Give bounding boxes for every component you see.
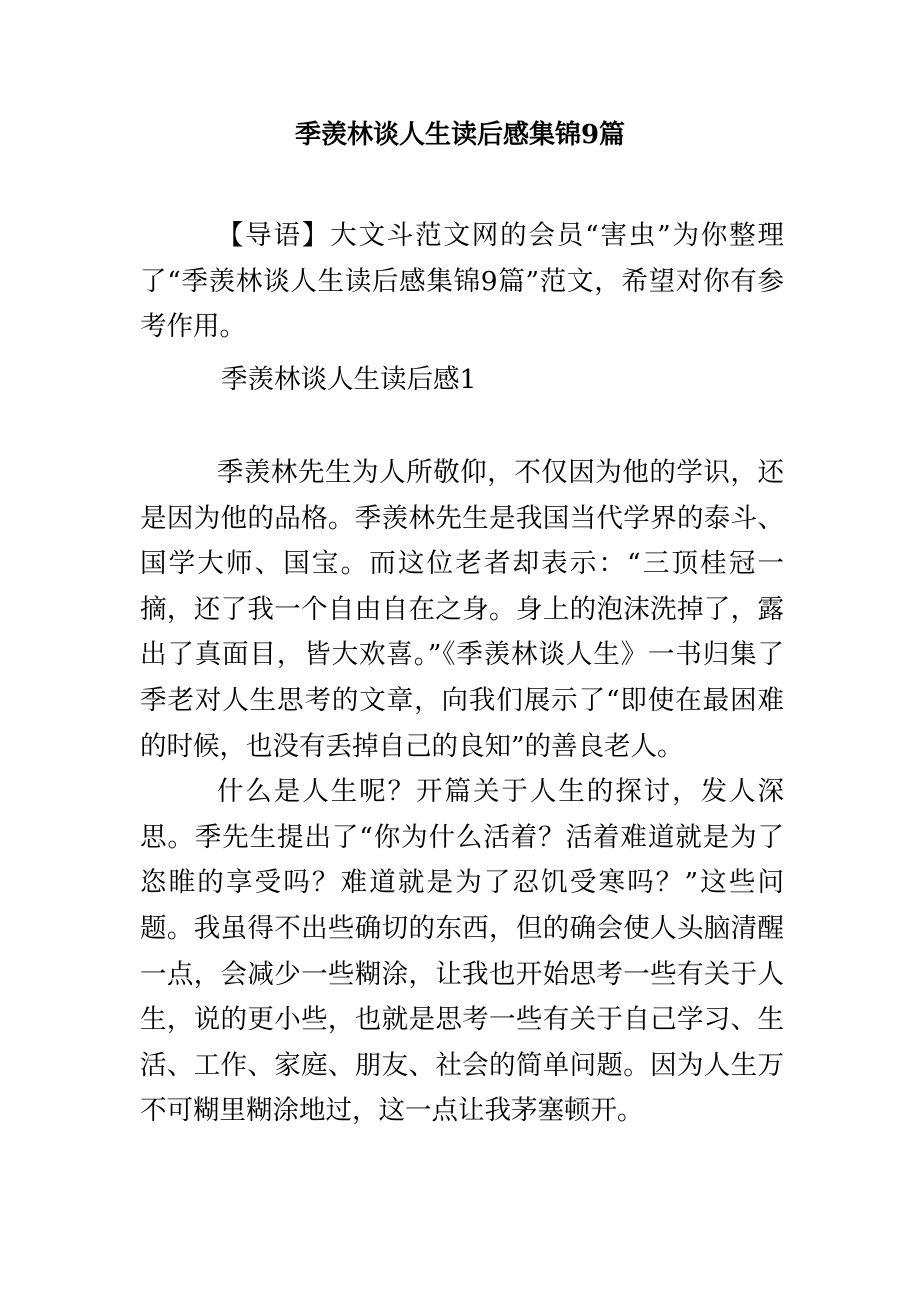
- intro-block: [140, 213, 784, 350]
- section-heading: 季羡林谈人生读后感1: [221, 364, 477, 395]
- body-paragraph-2: 什么是人生呢？开篇关于人生的探讨，发人深思。季先生提出了“你为什么活着？活着难道就是为了恣睢的享受吗？难道就是为了忍饥受寒吗？”这些问题。我虽得不出些确切的东西，但的确会使人头脑清醒一点，会减少一些糊涂，让我也开始思考一些有关于人生，说的更小些，也就是思考一些有关于自己学习、生活、工作、家庭、朋友、社会的简单问题。因为人生万不可糊里糊涂地过，这一点让我茅塞顿开。: [140, 776, 784, 1127]
- body-paragraph-1: 季羡林先生为人所敬仰，不仅因为他的学识，还是因为他的品格。季羡林先生是我国当代学界的泰斗、国学大师、国宝。而这位老者却表示：“三顶桂冠一摘，还了我一个自由自在之身。身上的泡沫洗掉了，露出了真面目，皆大欢喜。”《季羡林谈人生》一书归集了季老对人生思考的文章，向我们展示了“即使在最困难的时候，也没有丢掉自己的良知”的善良老人。: [140, 457, 784, 762]
- document-title: 季羡林谈人生读后感集锦9篇: [294, 120, 626, 150]
- main-body: [140, 450, 784, 1134]
- intro-paragraph: 【导语】大文斗范文网的会员“害虫”为你整理了“季羡林谈人生读后感集锦9篇”范文，希望对你有参考作用。: [140, 220, 784, 343]
